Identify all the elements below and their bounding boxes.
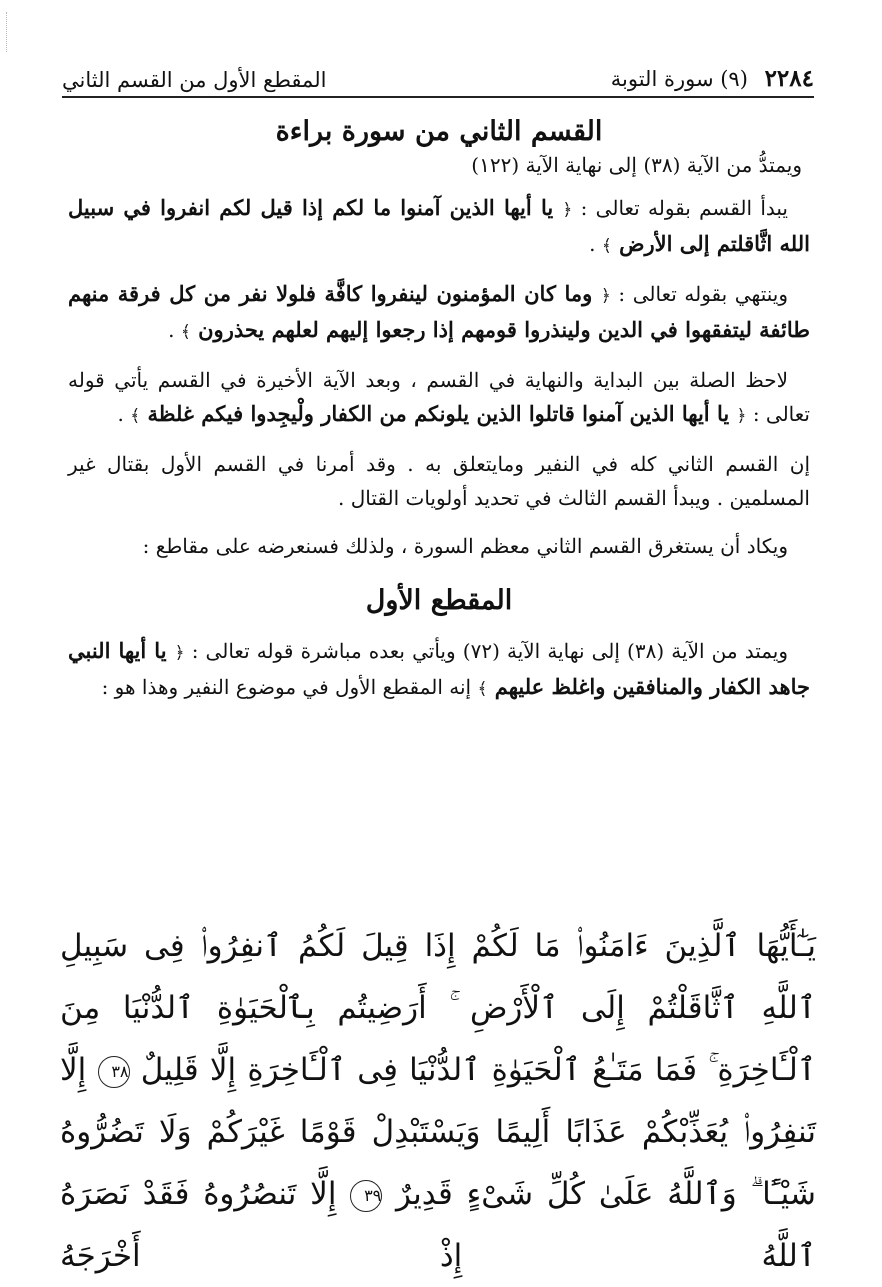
verse-number-38: ٣٨ — [98, 1056, 130, 1088]
bracket-close: ﴾ — [601, 236, 612, 256]
paragraph-summary: إن القسم الثاني كله في النفير ومايتعلق به . وقد أمرنا في القسم الأول بقتال غير المسلمين . ويبدأ القسم الثالث في تحديد أولويات القتال . — [68, 452, 810, 510]
quoted-verse: يا أيها النبي جاهد الكفار والمنافقين واغلظ عليهم — [68, 638, 810, 699]
header-section: المقطع الأول من القسم الثاني — [62, 68, 327, 92]
verse-40-text: إِلَّا تَنصُرُوهُ فَقَدْ نَصَرَهُ ٱللَّهُ إِذْ أَخْرَجَهُ — [60, 1176, 816, 1274]
scan-artifact — [6, 12, 19, 52]
bracket-close: ﴾ — [477, 679, 488, 699]
verse-number-39: ٣٩ — [350, 1180, 382, 1212]
section-title: المقطع الأول — [365, 585, 513, 616]
bracket-open: ﴿ — [174, 643, 185, 663]
verse-38-text: يَـٰٓأَيُّهَا ٱلَّذِينَ ءَامَنُوا۟ مَا لَكُمْ إِذَا قِيلَ لَكُمُ ٱنفِرُوا۟ فِى سَبِيلِ ٱللَّهِ ٱثَّاقَلْتُمْ إِلَى ٱلْأَرْضِ ۚ أَرَضِيتُم بِٱلْحَيَوٰةِ ٱلدُّنْيَا مِنَ ٱلْـَٔاخِرَةِ ۚ فَمَا مَتَـٰعُ ٱلْحَيَوٰةِ ٱلدُّنْيَا فِى ٱلْـَٔاخِرَةِ إِلَّا قَلِيلٌ — [60, 928, 816, 1088]
paragraph-ending: وينتهي بقوله تعالى : ﴿ وما كان المؤمنون لينفروا كافَّة فلولا نفر من كل فرقة منهم طائفة ليتفقهوا في الدين ولينذروا قومهم إذا رجعوا إليهم لعلهم يحذرون ﴾ . — [68, 281, 810, 342]
quoted-verse: وما كان المؤمنون لينفروا كافَّة فلولا نفر من كل فرقة منهم طائفة ليتفقهوا في الدين ولينذروا قومهم إذا رجعوا إليهم لعلهم يحذرون — [68, 281, 810, 342]
paragraph-link: لاحظ الصلة بين البداية والنهاية في القسم ، وبعد الآية الأخيرة في القسم يأتي قوله تعالى : ﴿ يا أيها الذين آمنوا قاتلوا الذين يلونكم من الكفار ولْيجِدوا فيكم غلظة ﴾ . — [68, 368, 810, 426]
quran-verses — [60, 915, 816, 1287]
bracket-open: ﴿ — [736, 406, 747, 426]
quran-text-block — [60, 915, 816, 1287]
paragraph-section-intro: ويمتد من الآية (٣٨) إلى نهاية الآية (٧٢) ويأتي بعده مباشرة قوله تعالى : ﴿ يا أيها النبي جاهد الكفار والمنافقين واغلظ عليهم ﴾ إنه المقطع الأول في موضوع النفير وهذا هو : — [68, 638, 810, 699]
header-right — [611, 65, 814, 92]
bracket-open: ﴿ — [600, 286, 611, 306]
part-subtitle: ويمتدُّ من الآية (٣٨) إلى نهاية الآية (١٢٢) — [471, 153, 802, 177]
part-title: القسم الثاني من سورة براءة — [275, 116, 603, 147]
header-surah: (٩) سورة التوبة — [610, 67, 748, 91]
bracket-open: ﴿ — [562, 200, 573, 220]
running-header — [62, 52, 814, 92]
quoted-verse: يا أيها الذين آمنوا ما لكم إذا قيل لكم انفروا في سبيل الله اثَّاقلتم إلى الأرض — [68, 195, 810, 256]
paragraph-beginning: يبدأ القسم بقوله تعالى : ﴿ يا أيها الذين آمنوا ما لكم إذا قيل لكم انفروا في سبيل الله اثَّاقلتم إلى الأرض ﴾ . — [68, 195, 810, 256]
header-divider — [62, 96, 814, 98]
main-content — [68, 108, 810, 706]
paragraph-transition: ويكاد أن يستغرق القسم الثاني معظم السورة ، ولذلك فسنعرضه على مقاطع : — [142, 534, 788, 558]
bracket-close: ﴾ — [130, 406, 141, 426]
verse-39-text: إِلَّا تَنفِرُوا۟ يُعَذِّبْكُمْ عَذَابًا أَلِيمًا وَيَسْتَبْدِلْ قَوْمًا غَيْرَكُمْ وَلَا تَضُرُّوهُ شَيْـًٔا ۗ وَٱللَّهُ عَلَىٰ كُلِّ شَىْءٍ قَدِيرٌ — [60, 1052, 817, 1212]
bracket-close: ﴾ — [180, 322, 191, 342]
quoted-verse: يا أيها الذين آمنوا قاتلوا الذين يلونكم من الكفار ولْيجِدوا فيكم غلظة — [140, 401, 737, 426]
page-number: ٢٢٨٤ — [764, 65, 814, 92]
